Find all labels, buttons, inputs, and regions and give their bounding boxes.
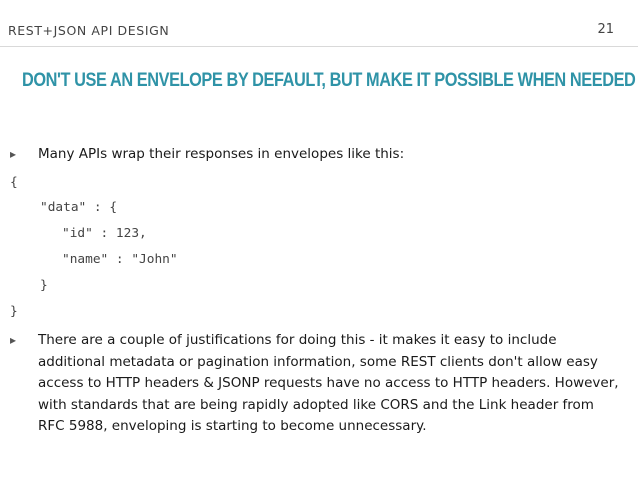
code-line: "data" : { bbox=[40, 200, 118, 215]
page-number: 21 bbox=[597, 22, 614, 37]
bullet-arrow-icon: ▸ bbox=[10, 147, 17, 161]
bullet-text: There are a couple of justifications for doing this - it makes it easy to include additional metadata or pagination information, some REST clients don't allow easy access to HTTP headers & JSONP requests have no access to HTTP headers. However, with standards that are being rapidly adopted like CORS and the Link header from RFC 5988, enveloping is starting to become unnecessary. bbox=[38, 332, 619, 434]
code-line: "name" : "John" bbox=[62, 252, 178, 267]
bullet-arrow-icon: ▸ bbox=[10, 333, 17, 347]
code-line: "id" : 123, bbox=[62, 226, 147, 241]
bullet-text: Many APIs wrap their responses in envelopes like this: bbox=[38, 146, 405, 162]
slide-title: DON'T USE AN ENVELOPE BY DEFAULT, BUT MAKE IT POSSIBLE WHEN NEEDED bbox=[22, 70, 636, 91]
slide-header bbox=[0, 0, 638, 44]
code-line: { bbox=[10, 175, 18, 190]
header-divider bbox=[0, 46, 638, 47]
code-line: } bbox=[40, 278, 48, 293]
header-title: REST+JSON API DESIGN bbox=[8, 23, 170, 38]
code-line: } bbox=[10, 304, 18, 319]
